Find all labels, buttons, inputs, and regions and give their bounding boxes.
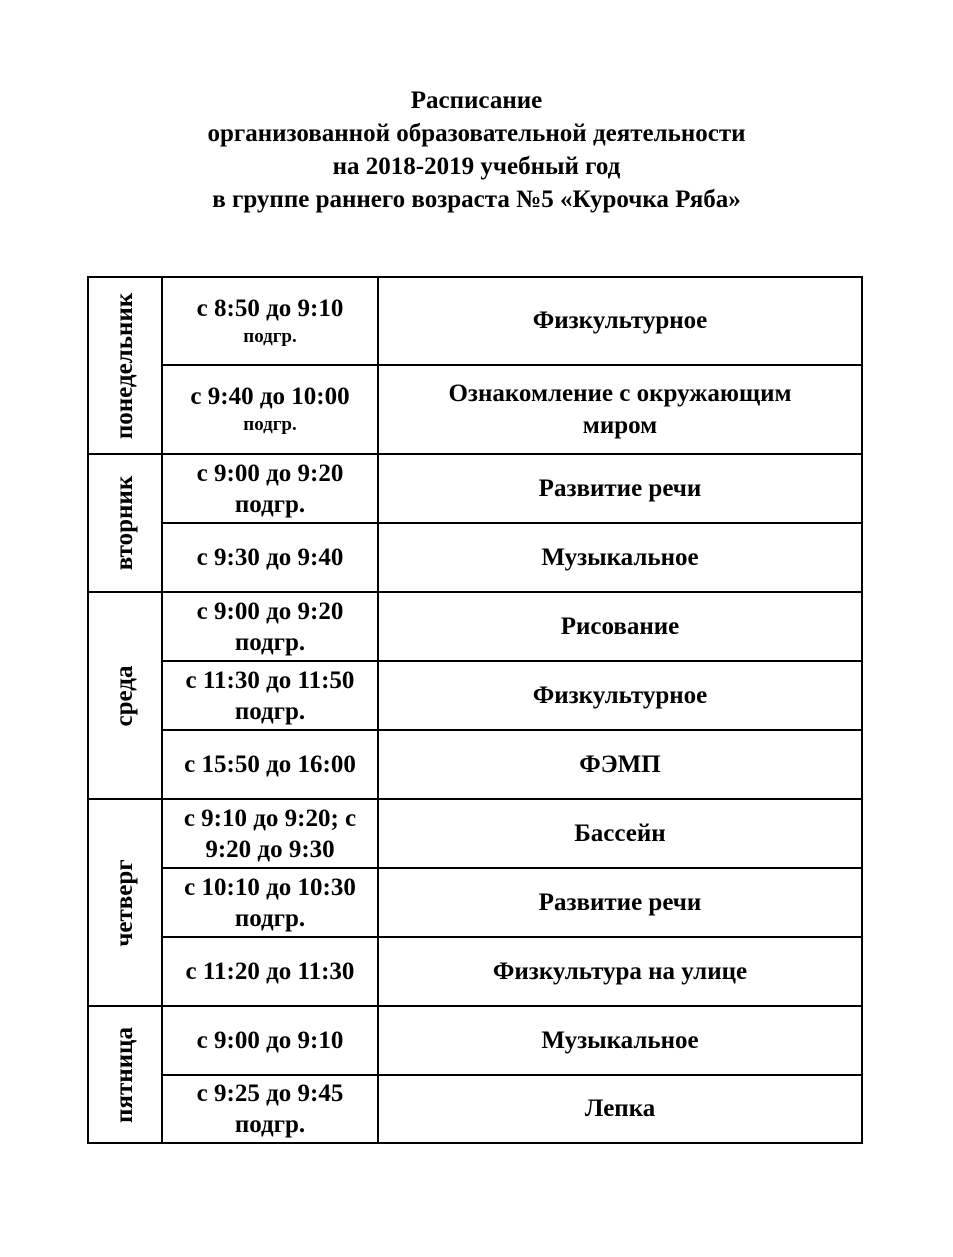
table-row [88,661,862,730]
activity-cell: Лепка [378,1075,862,1143]
time-cell: с 15:50 до 16:00 [162,730,378,799]
subgroup-note: подгр. [243,414,297,435]
activity-cell: ФЭМП [378,730,862,799]
activity-cell: Развитие речи [378,868,862,937]
day-label: среда [111,665,138,726]
title-line-2: организованной образовательной деятельности [207,120,746,147]
time-cell: с 9:00 до 9:20 подгр. [162,592,378,661]
activity-cell: Ознакомление с окружающим миром [378,365,862,454]
time-text: с 8:50 до 9:10 [196,294,344,322]
day-label: понедельник [111,292,138,439]
day-cell-thursday [88,799,162,1006]
activity-cell: Рисование [378,592,862,661]
time-cell [162,277,378,365]
activity-cell: Физкультура на улице [378,937,862,1006]
day-cell-friday [88,1006,162,1143]
table-row [88,730,862,799]
day-cell-monday [88,277,162,454]
table-row [88,523,862,592]
time-cell: с 9:00 до 9:10 [162,1006,378,1075]
activity-cell: Физкультурное [378,277,862,365]
time-cell: с 11:20 до 11:30 [162,937,378,1006]
day-label: четверг [111,858,138,947]
table-row [88,277,862,365]
activity-cell: Бассейн [378,799,862,868]
title-line-3: на 2018-2019 учебный год [332,153,621,180]
time-cell: с 11:30 до 11:50 подгр. [162,661,378,730]
time-text: с 9:40 до 10:00 [190,383,350,410]
activity-cell: Физкультурное [378,661,862,730]
table-row [88,1006,862,1075]
activity-cell: Развитие речи [378,454,862,523]
table-row [88,592,862,661]
time-cell: с 9:25 до 9:45 подгр. [162,1075,378,1143]
table-row [88,937,862,1006]
activity-cell: Музыкальное [378,1006,862,1075]
day-label: пятница [111,1026,138,1123]
table-row [88,1075,862,1143]
subgroup-note: подгр. [243,325,297,347]
table-row [88,365,862,454]
time-cell: с 9:00 до 9:20 подгр. [162,454,378,523]
title-line-1: Расписание [410,87,543,114]
title-line-4: в группе раннего возраста №5 «Курочка Ряба» [212,186,741,213]
time-cell [162,365,378,454]
table-row [88,454,862,523]
table-row [88,799,862,868]
day-cell-wednesday [88,592,162,799]
time-cell: с 9:10 до 9:20; с 9:20 до 9:30 [162,799,378,868]
time-cell: с 10:10 до 10:30 подгр. [162,868,378,937]
schedule-table [87,276,863,1144]
time-cell: с 9:30 до 9:40 [162,523,378,592]
document-title [0,84,953,216]
activity-cell: Музыкальное [378,523,862,592]
day-cell-tuesday [88,454,162,592]
day-label: вторник [111,475,138,571]
table-row [88,868,862,937]
